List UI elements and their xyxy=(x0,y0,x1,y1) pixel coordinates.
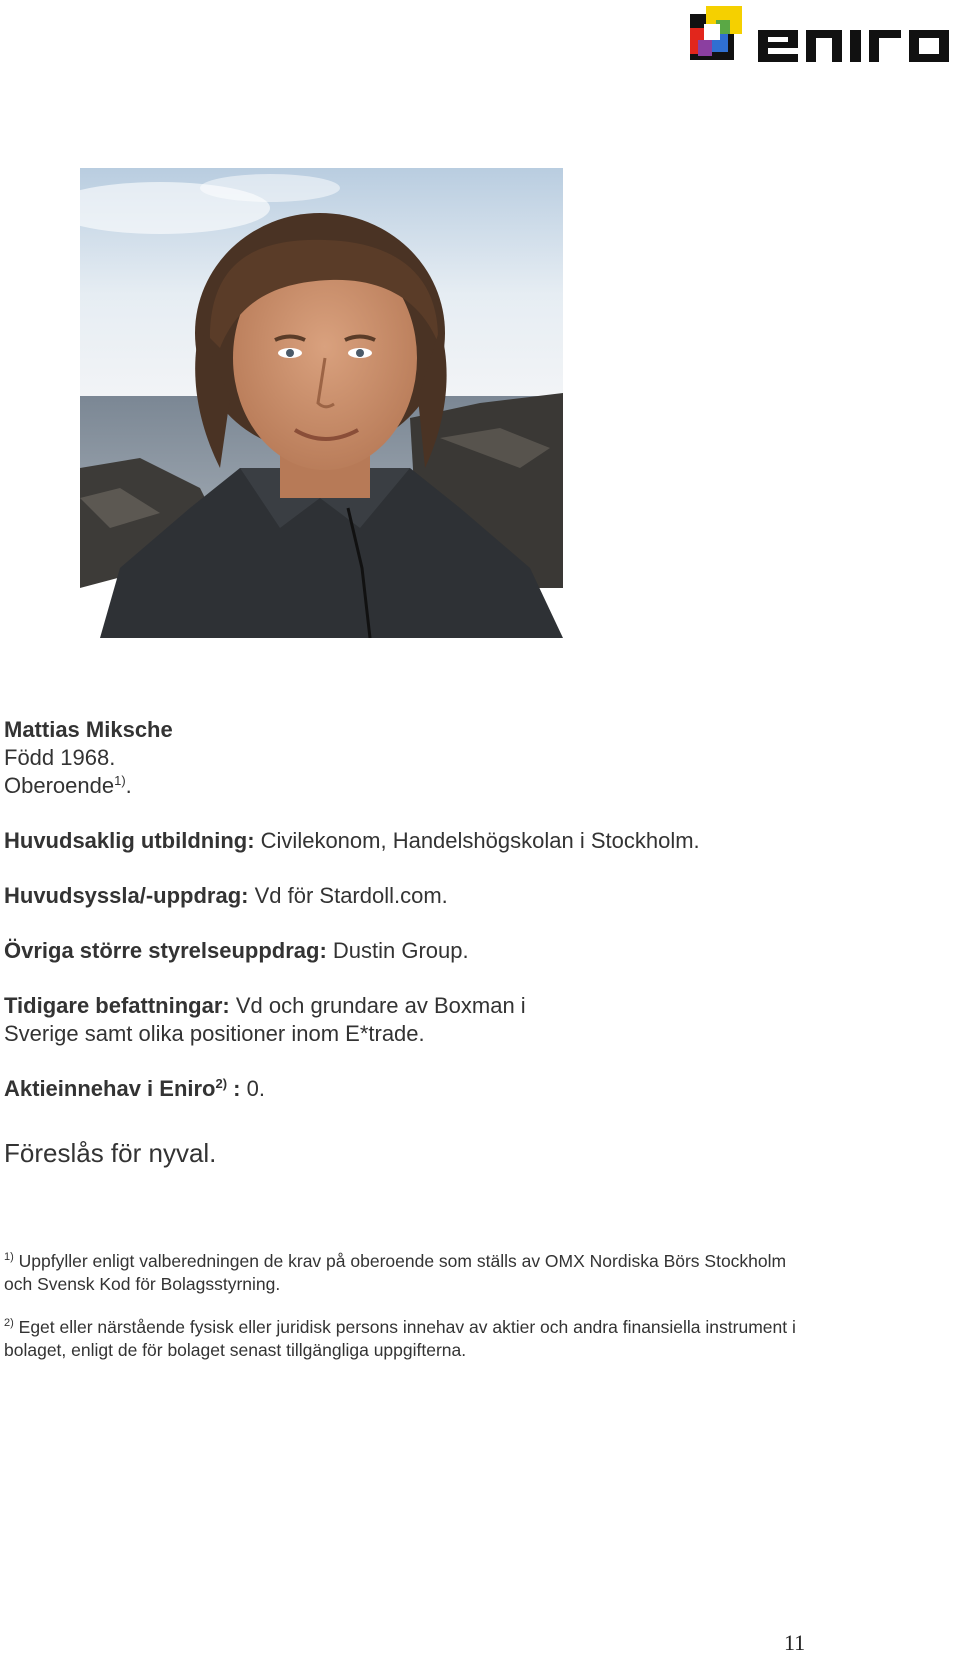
footnote-1-text: Uppfyller enligt valberedningen de krav på oberoende som ställs av OMX Nordiska Börs Stockholm och Svensk Kod för Bolagsstyrning. xyxy=(4,1251,787,1294)
independence-label: Oberoende xyxy=(4,773,115,798)
education-value: Civilekonom, Handelshögskolan i Stockholm. xyxy=(254,828,700,853)
footnote-1-ref: 1) xyxy=(4,1251,14,1263)
main-occupation-value: Vd för Stardoll.com. xyxy=(248,883,448,908)
main-occupation xyxy=(4,882,794,910)
main-occupation-label: Huvudsyssla/-uppdrag: xyxy=(4,883,249,908)
previous-positions-value: Vd och grundare av Boxman i Sverige samt olika positioner inom E*trade. xyxy=(4,993,526,1046)
eniro-logo xyxy=(690,6,960,68)
footnote-ref-2: 2) xyxy=(215,1076,228,1091)
shareholding xyxy=(4,1075,794,1103)
proposal: Föreslås för nyval. xyxy=(4,1138,217,1168)
other-board xyxy=(4,937,794,965)
footnote-2-ref: 2) xyxy=(4,1317,14,1329)
other-board-value: Dustin Group. xyxy=(326,938,469,963)
footnote-2-text: Eget eller närstående fysisk eller juridisk persons innehav av aktier och andra finansiella instrument i bolaget, enligt de för bolaget senast tillgängliga uppgifterna. xyxy=(4,1317,796,1360)
page-number: 11 xyxy=(784,1630,806,1655)
other-board-label: Övriga större styrelseuppdrag: xyxy=(4,938,327,963)
bio-content xyxy=(4,716,794,1169)
education xyxy=(4,827,794,855)
footnotes xyxy=(4,1250,804,1382)
shareholding-label: Aktieinnehav i Eniro xyxy=(4,1076,216,1101)
previous-positions-label: Tidigare befattningar: xyxy=(4,993,230,1018)
birth-year: Född 1968. xyxy=(4,745,116,770)
footnote-2 xyxy=(4,1316,804,1362)
independence xyxy=(4,772,794,800)
independence-suffix: . xyxy=(125,773,132,798)
footnote-ref-1: 1) xyxy=(114,773,126,788)
portrait-photo xyxy=(80,168,563,638)
education-label: Huvudsaklig utbildning: xyxy=(4,828,255,853)
footnote-1 xyxy=(4,1250,804,1296)
person-name: Mattias Miksche xyxy=(4,717,173,742)
shareholding-value: 0. xyxy=(240,1076,265,1101)
shareholding-colon: : xyxy=(227,1076,241,1101)
previous-positions xyxy=(4,992,564,1048)
